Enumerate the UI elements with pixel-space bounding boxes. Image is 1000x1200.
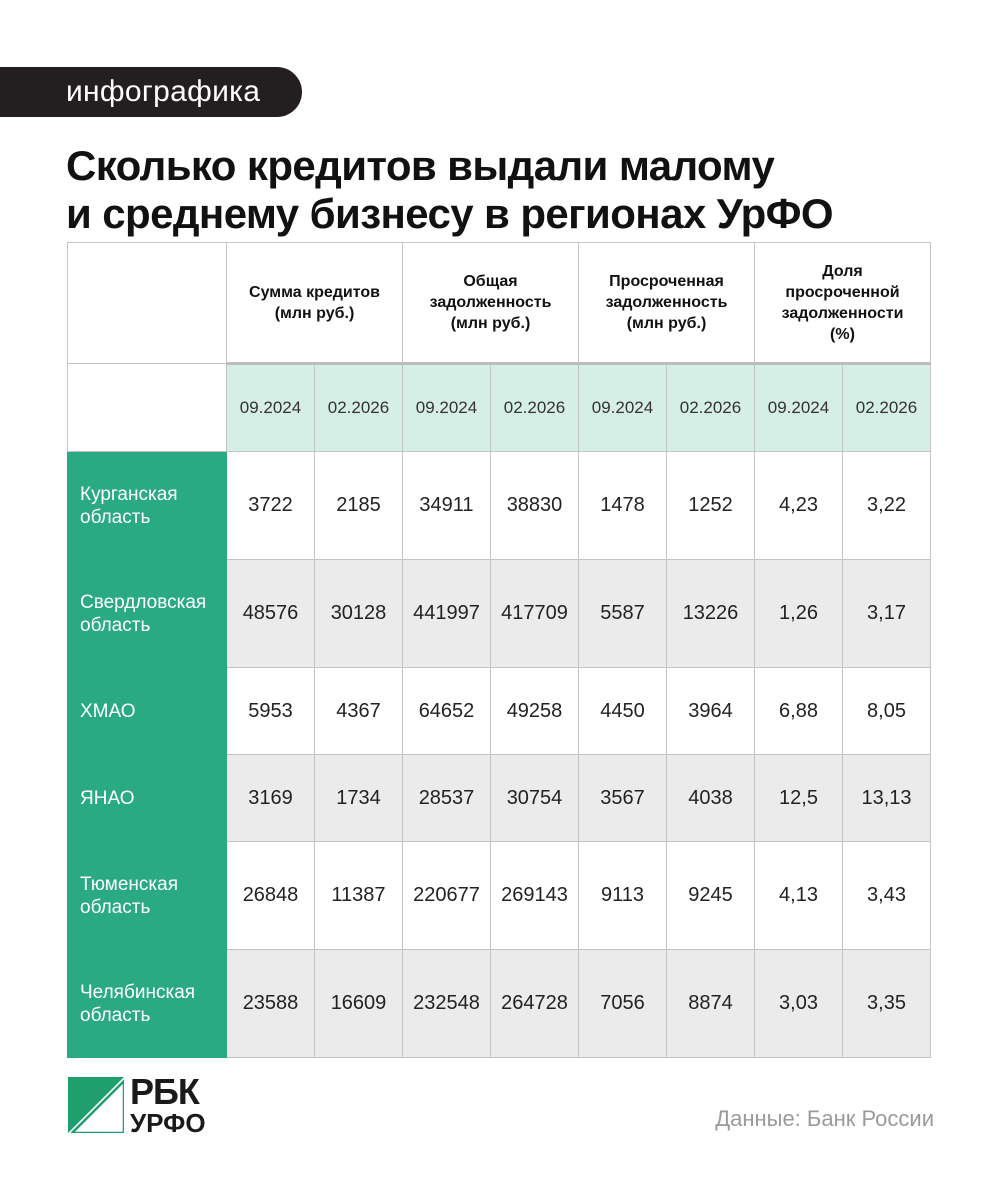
data-cell: 264728	[491, 950, 579, 1058]
column-group-header: Просроченная задолженность (млн руб.)	[579, 243, 755, 364]
data-cell: 3169	[227, 755, 315, 842]
data-cell: 232548	[403, 950, 491, 1058]
data-cell: 16609	[315, 950, 403, 1058]
data-cell: 11387	[315, 842, 403, 950]
data-cell: 30128	[315, 560, 403, 668]
header-row	[68, 243, 931, 364]
column-group-header: Общая задолженность (млн руб.)	[403, 243, 579, 364]
table-row	[68, 668, 931, 755]
data-cell: 5587	[579, 560, 667, 668]
data-cell: 3567	[579, 755, 667, 842]
data-cell: 3,03	[755, 950, 843, 1058]
region-label: Свердловская область	[68, 560, 227, 668]
period-corner-cell	[68, 364, 227, 452]
rbc-logo-mark-icon	[68, 1077, 124, 1133]
data-cell: 49258	[491, 668, 579, 755]
data-cell: 9245	[667, 842, 755, 950]
title-line-2: и среднему бизнесу в регионах УрФО	[66, 190, 833, 237]
table-row	[68, 842, 931, 950]
data-cell: 3,22	[843, 452, 931, 560]
data-cell: 7056	[579, 950, 667, 1058]
data-cell: 3964	[667, 668, 755, 755]
data-cell: 417709	[491, 560, 579, 668]
data-cell: 13226	[667, 560, 755, 668]
period-row	[68, 364, 931, 452]
table-row	[68, 755, 931, 842]
period-header: 02.2026	[491, 364, 579, 452]
period-header: 09.2024	[403, 364, 491, 452]
table-row	[68, 452, 931, 560]
data-cell: 269143	[491, 842, 579, 950]
header-corner-cell	[68, 243, 227, 364]
data-cell: 8874	[667, 950, 755, 1058]
data-cell: 2185	[315, 452, 403, 560]
period-header: 09.2024	[579, 364, 667, 452]
data-cell: 4038	[667, 755, 755, 842]
data-cell: 4,23	[755, 452, 843, 560]
data-cell: 8,05	[843, 668, 931, 755]
logo-text-rbc: РБК	[130, 1071, 199, 1112]
logo-text-urfo: УРФО	[130, 1108, 206, 1138]
period-header: 09.2024	[227, 364, 315, 452]
infographic-badge: инфографика	[0, 67, 302, 117]
period-header: 02.2026	[667, 364, 755, 452]
table-row	[68, 950, 931, 1058]
region-label: Тюменская область	[68, 842, 227, 950]
data-cell: 4450	[579, 668, 667, 755]
title-line-1: Сколько кредитов выдали малому	[66, 142, 775, 189]
data-cell: 26848	[227, 842, 315, 950]
data-cell: 23588	[227, 950, 315, 1058]
period-header: 02.2026	[843, 364, 931, 452]
data-cell: 64652	[403, 668, 491, 755]
region-label: ХМАО	[68, 668, 227, 755]
data-cell: 3,17	[843, 560, 931, 668]
data-cell: 1478	[579, 452, 667, 560]
data-cell: 3,35	[843, 950, 931, 1058]
data-cell: 9113	[579, 842, 667, 950]
region-label: Челябинская область	[68, 950, 227, 1058]
data-cell: 34911	[403, 452, 491, 560]
page-title	[66, 142, 966, 238]
data-cell: 1252	[667, 452, 755, 560]
data-cell: 5953	[227, 668, 315, 755]
data-cell: 13,13	[843, 755, 931, 842]
data-cell: 4,13	[755, 842, 843, 950]
data-cell: 441997	[403, 560, 491, 668]
data-cell: 4367	[315, 668, 403, 755]
period-header: 09.2024	[755, 364, 843, 452]
data-cell: 1,26	[755, 560, 843, 668]
data-source: Данные: Банк России	[715, 1106, 934, 1131]
region-label: Курганская область	[68, 452, 227, 560]
credit-table	[67, 242, 931, 1058]
data-cell: 220677	[403, 842, 491, 950]
data-cell: 3722	[227, 452, 315, 560]
data-cell: 38830	[491, 452, 579, 560]
region-label: ЯНАО	[68, 755, 227, 842]
column-group-header: Доля просроченной задолженности (%)	[755, 243, 931, 364]
data-cell: 1734	[315, 755, 403, 842]
table-row	[68, 560, 931, 668]
data-cell: 12,5	[755, 755, 843, 842]
data-cell: 3,43	[843, 842, 931, 950]
period-header: 02.2026	[315, 364, 403, 452]
rbc-logo	[68, 1071, 208, 1138]
column-group-header: Сумма кредитов (млн руб.)	[227, 243, 403, 364]
data-cell: 6,88	[755, 668, 843, 755]
data-cell: 28537	[403, 755, 491, 842]
data-cell: 48576	[227, 560, 315, 668]
data-cell: 30754	[491, 755, 579, 842]
